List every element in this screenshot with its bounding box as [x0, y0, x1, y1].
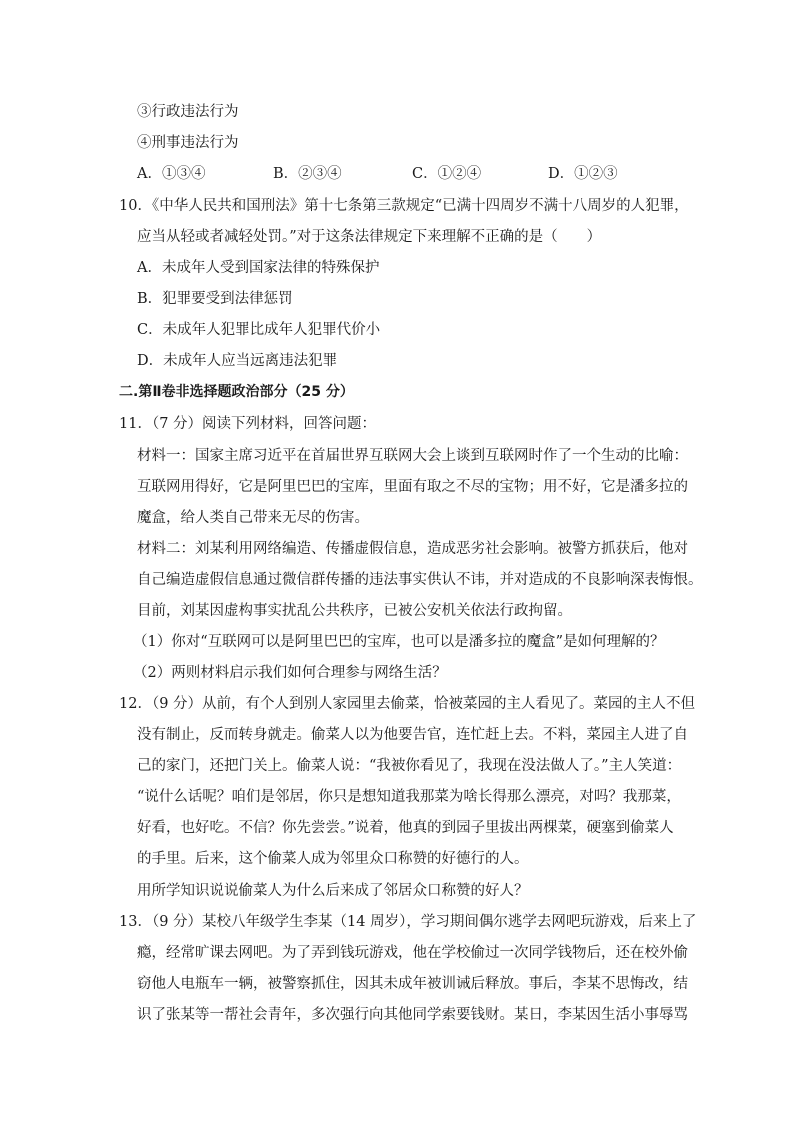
q13-line-2: 瘾，经常旷课去网吧。为了弄到钱玩游戏，他在学校偷过一次同学钱物后，还在校外偷 [137, 945, 688, 961]
q12-line-4: “说什么话呢？咱们是邻居，你只是想知道我那菜为啥长得那么漂亮，对吗？我那菜， [137, 789, 681, 805]
q11-sub-question-1: （1）你对“互联网可以是阿里巴巴的宝库，也可以是潘多拉的魔盒”是如何理解的？ [133, 634, 665, 650]
q9-option-a: A．①③④ [137, 166, 206, 182]
q12-line-3: 己的家门，还把门关上。偷菜人说：“我被你看见了，我现在没法做人了。”主人笑道： [137, 758, 682, 774]
q11-material-1-line-3: 魔盒，给人类自己带来无尽的伤害。 [137, 510, 369, 526]
q10-option-b: B．犯罪要受到法律惩罚 [137, 291, 293, 307]
q10-option-d: D．未成年人应当远离违法犯罪 [137, 353, 338, 369]
q12-line-7: 用所学知识说说偷菜人为什么后来成了邻居众口称赞的好人？ [137, 883, 529, 899]
q10-stem-line-1: 10．《中华人民共和国刑法》第十七条第三款规定“已满十四周岁不满十八周岁的人犯罪， [119, 198, 689, 214]
q10-stem-line-2: 应当从轻或者减轻处罚。”对于这条法律规定下来理解不正确的是（ ） [137, 229, 602, 245]
q12-line-6: 的手里。后来，这个偷菜人成为邻里众口称赞的好德行的人。 [137, 851, 529, 867]
q13-line-1: 13．（9 分）某校八年级学生李某（14 周岁），学习期间偶尔逃学去网吧玩游戏，后来上了 [119, 914, 697, 930]
q12-line-2: 没有制止，反而转身就走。偷菜人以为他要告官，连忙赶上去。不料，菜园主人进了自 [137, 727, 688, 743]
q11-material-2-line-3: 目前，刘某因虚构事实扰乱公共秩序，已被公安机关依法行政拘留。 [137, 603, 572, 619]
q13-line-4: 识了张某等一帮社会青年，多次强行向其他同学索要钱财。某日，李某因生活小事辱骂 [137, 1007, 688, 1023]
q11-material-2-line-1: 材料二：刘某利用网络编造、传播虚假信息，造成恶劣社会影响。被警方抓获后，他对 [137, 541, 688, 557]
q13-line-3: 窃他人电瓶车一辆，被警察抓住，因其未成年被训诫后释放。事后，李某不思悔改，结 [137, 976, 688, 992]
q9-item-3: ③行政违法行为 [137, 104, 239, 120]
q11-stem: 11．（7 分）阅读下列材料，回答问题： [119, 416, 377, 432]
q10-option-c: C．未成年人犯罪比成年人犯罪代价小 [137, 322, 381, 338]
q12-line-5: 好看，也好吃。不信？你先尝尝。”说着，他真的到园子里拔出两棵菜，硬塞到偷菜人 [137, 820, 674, 836]
q9-option-d: D．①②③ [548, 166, 618, 182]
q12-line-1: 12．（9 分）从前，有个人到别人家园里去偷菜，恰被菜园的主人看见了。菜园的主人不但 [119, 696, 696, 712]
q10-option-a: A．未成年人受到国家法律的特殊保护 [137, 260, 380, 276]
q9-option-b: B．②③④ [273, 166, 342, 182]
q11-sub-question-2: （2）两则材料启示我们如何合理参与网络生活？ [133, 665, 447, 681]
q11-material-1-line-1: 材料一：国家主席习近平在首届世界互联网大会上谈到互联网时作了一个生动的比喻： [137, 448, 688, 464]
q9-option-c: C．①②④ [412, 166, 482, 182]
section-heading: 二.第Ⅱ卷非选择题政治部分（25 分） [119, 384, 354, 400]
q9-item-4: ④刑事违法行为 [137, 135, 239, 151]
q11-material-2-line-2: 自己编造虚假信息通过微信群传播的违法事实供认不讳，并对造成的不良影响深表悔恨。 [137, 572, 703, 588]
q11-material-1-line-2: 互联网用得好，它是阿里巴巴的宝库，里面有取之不尽的宝物；用不好，它是潘多拉的 [137, 479, 688, 495]
